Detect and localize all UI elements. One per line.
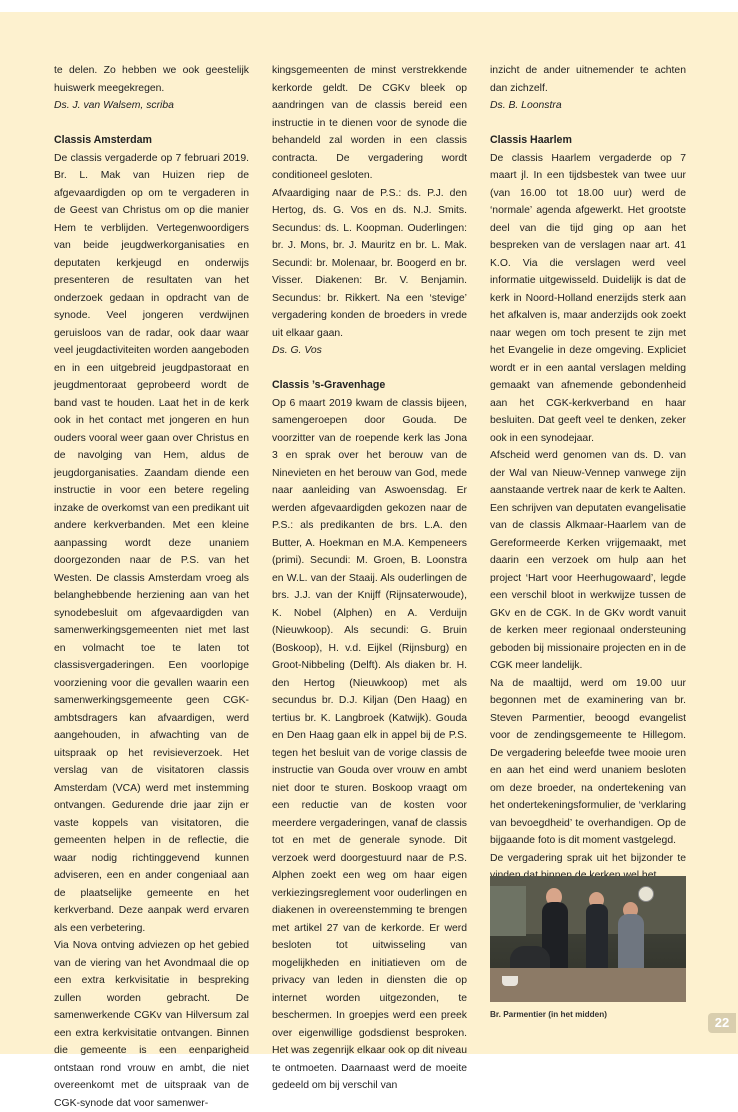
photo-caption: Br. Parmentier (in het midden) [490,1010,607,1019]
paragraph: Afscheid werd genomen van ds. D. van der Wal van Nieuw-Vennep vanwege zijn aanstaande vertrek naar de kerk te Aalten. [490,450,686,496]
paragraph: kingsgemeenten de minst verstrekkende kerkorde geldt. De CGKv bleek op aandringen van de classis bereid een instructie in te dienen voor de synode die behandeld zal worden in een classis contracta. De vergadering wordt conditioneel gesloten. [272,65,467,181]
signature: Ds. J. van Walsem, scriba [54,100,174,111]
paragraph: inzicht de ander uitnemender te achten dan zichzelf. [490,65,686,94]
signature: Ds. B. Loonstra [490,100,562,111]
section-heading-amsterdam: Classis Amsterdam [54,134,152,146]
clock-icon [638,886,654,902]
paragraph: Op 6 maart 2019 kwam de classis bijeen, samengeroepen door Gouda. De voorzitter van de roepende kerk las Jona 3 en sprak over het berouw van de Ninevieten en het berouw van God, mede naar aanleiding van Aswoensdag. Er werden afgevaardigden gekozen naar de P.S.: als predikanten de brs. L.A. den Butter, A. Hoekman en M.A. Kempeneers (primi). Secundi: M. Groen, B. Loonstra en W.L. van der Staaij. Als ouderlingen de brs. J.J. van der Knijff (Rijnsaterwoude), K. Nobel (Alphen) en A. Verduijn (Nieuwkoop). Als secundi: G. Bruin (Boskoop), H. v.d. Eijkel (Rijnsburg) en Groot-Nibbeling (Delft). Als diaken br. H. den Hertog (Nieuwkoop) met als secundus br. D.J. Kiljan (Den Haag) en tertius br. K. Langbroek (Katwijk). Gouda en Den Haag gaan elk in appel bij de P.S. tegen het besluit van de vorige classis de instructie van Gouda over vrouw en ambt niet door te sturen. Boskoop vraagt om een reductie van de kosten voor meerdere vergaderingen, vanaf de classis tot en met de generale synode. Dit verzoek werd doorgestuurd naar de P.S. Alphen zoekt een weg om haar eigen verkiezingsreglement voor ouderlingen en diakenen in overeenstemming te brengen met artikel 27 van de kerkorde. Er werd besloten tot uitwisseling van mogelijkheden en initiatieven om de privacy van leden in diensten die op internet worden uitgezonden, te beschermen. In groepjes werd een preek over eigenwillige godsdienst besproken. Het was zegenrijk elkaar ook op dit niveau te ontmoeten. Daarnaast werd de moeite gedeeld om bij verschil van [272,397,467,1091]
column-3 [490,62,686,885]
paragraph: De vergadering sprak uit het bijzonder te [490,852,686,864]
paragraph: De classis vergaderde op 7 februari 2019. Br. L. Mak van Huizen riep de afgevaardigden op om te vergaderen in de Geest van Christus om op die manier Hem te verblijden. Vertegenwoordigers van beide jeugdwerkorganisaties en deputaten kerkjeugd en onderwijs presenteren de resultaten van het onderzoek gedaan in opdracht van de synode. Veel jongeren verdwijnen geruisloos van de radar, ook daar waar veel jeugdactiviteiten worden aangeboden en in een uitgebreid jeugdpastoraat en jeugdmentoraat geprobeerd wordt de band vast te houden. Laat het in de kerk ook in het contact met jongeren en hun ouders vooral weer gaan over Christus en de navolging van Hem, aldus de jeugdorganisaties. Zaandam diende een instructie in voor een betere regeling inzake de overkomst van een predikant uit andere kerkverbanden. Met een kleine aanpassing wordt deze unaniem doorgezonden naar de P.S. van het Westen. De classis Amsterdam vroeg als belanghebbende herziening aan van het synodebesluit om afgevaardigden van samenwerkingsgemeenten niet met last en volmacht toe te laten tot classisvergaderingen. Een voorlopige voorziening voor die gevallen waarin een samenwerkingsgemeente geen CGK-ambtsdragers kan afvaardigen, werd aangehouden, in afwachting van de uitspraak op het revisieverzoek. Het verslag van de visitatoren classis Amsterdam (VCA) werd met instemming ontvangen. Gedurende drie jaar zijn er vaste koppels van visitatoren, die gemeenten helpen in de reflectie, die waar nodig richtinggevend kunnen adviseren, een en ander congeniaal aan de plaatselijke gemeente en het kerkverband. Deze aanpak werd ervaren als een verbetering. [54,152,249,934]
paragraph: Afvaardiging naar de P.S.: ds. P.J. den Hertog, ds. G. Vos en ds. N.J. Smits. Secundus: ds. L. Koopman. Ouderlingen: br. J. Mons, br. J. Mauritz en br. L. Mak. Secundi: br. Molenaar, br. Boogerd en br. Visser. Diakenen: Br. V. Benjamin. Secundus: br. Rikkert. Na een ‘stevige’ vergadering konden de broeders in vrede uit elkaar gaan. [272,187,467,339]
column-2 [272,62,467,1095]
section-heading-haarlem: Classis Haarlem [490,134,572,146]
paragraph: te delen. Zo hebben we ook geestelijk huiswerk meegekregen. [54,65,249,94]
magazine-page [0,12,738,1109]
page-number: 22 [708,1013,736,1033]
paragraph: Na de maaltijd, werd om 19.00 uur begonnen met de examinering van br. Steven Parmentier, beoogd evangelist voor de zendingsgemeente te Hillegom. De vergadering beleefde twee mooie uren en aan het eind werd unaniem besloten om deze broeder, na ondertekening van het ondertekeningsformulier, de ‘verklaring van bevoegdheid’ te overhandigen. Op de bijgaande foto is dit moment vastgelegd. [490,677,686,846]
meeting-photo [490,876,686,1002]
section-heading-gravenhage: Classis ’s-Gravenhage [272,379,386,391]
column-1 [54,62,249,1112]
paragraph: Een schrijven van deputaten evangelisatie van de classis Alkmaar-Haarlem van de Gereformeerde Kerken vrijgemaakt, met daarin een verzoek om hulp aan het project ‘Hart voor Heerhugowaard’, legde een verschil bloot in werkwijze tussen de GKv en de CGK. In de GKv wordt vanuit de kerken meer regionaal ondersteuning geboden bij missionaire projecten en in de CGK meer landelijk. [490,502,686,671]
paragraph: De classis Haarlem vergaderde op 7 maart jl. In een tijdsbestek van twee uur (van 16.00 tot 18.00 uur) werd de ‘normale’ agenda afgewerkt. Het grootste deel van die tijd ging op aan het bespreken van de verslagen naar art. 41 K.O. Via die verslagen werd veel informatie uitgewisseld. Duidelijk is dat de kerk in Noord-Holland enerzijds sterk aan het afkalven is, maar anderzijds ook zoekt naar wegen om toch present te zijn met het Evangelie in deze omgeving. Expliciet wordt er in een aantal verslagen melding gemaakt van afnemende gebondenheid aan het CGK-kerkverband en haar besluiten. Dat geeft veel te denken, zeker ook in een synodejaar. [490,152,686,444]
paragraph: Via Nova ontving adviezen op het gebied van de viering van het Avondmaal die op een extra kerkvisitatie in bespreking zullen worden gebracht. De samenwerkende CGKv van Hilversum zal een extra kerkvisitatie ontvangen. Binnen die gemeente is een eenparigheid ontstaan rond vrouw en ambt, die niet overeenkomt met de uitspraak van de CGK-synode dat voor samenwer- [54,940,249,1109]
signature: Ds. G. Vos [272,345,322,356]
